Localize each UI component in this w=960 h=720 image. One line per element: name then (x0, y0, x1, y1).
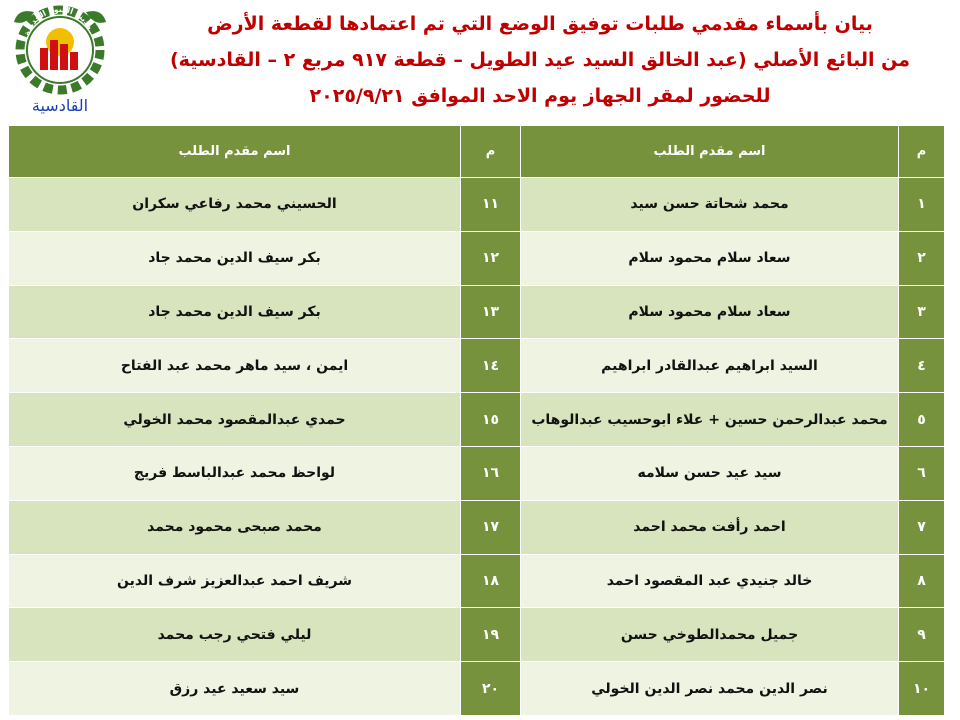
applicant-name-right: احمد رأفت محمد احمد (521, 500, 899, 554)
applicant-name-left: حمدي عبدالمقصود محمد الخولي (9, 393, 461, 447)
row-number-right: ٨ (899, 554, 945, 608)
svg-text:مدينة العبور الجديدة: مدينة العبور الجديدة (22, 4, 95, 37)
row-number-right: ٥ (899, 393, 945, 447)
row-number-left: ١٥ (461, 393, 521, 447)
document-header (120, 0, 960, 120)
row-number-left: ١٩ (461, 608, 521, 662)
applicant-name-left: شريف احمد عبدالعزيز شرف الدين (9, 554, 461, 608)
row-number-left: ١٤ (461, 339, 521, 393)
city-logo (6, 4, 114, 120)
applicant-name-left: بكر سيف الدين محمد جاد (9, 231, 461, 285)
title-line-2: من البائع الأصلي (عبد الخالق السيد عيد الطويل – قطعة ٩١٧ مربع ٢ – القادسية) (170, 49, 911, 71)
applicant-name-right: سعاد سلام محمود سلام (521, 231, 899, 285)
row-number-left: ٢٠ (461, 662, 521, 716)
city-emblem-icon (6, 4, 114, 96)
row-number-right: ١٠ (899, 662, 945, 716)
applicants-table (8, 125, 945, 716)
row-number-left: ١٢ (461, 231, 521, 285)
row-number-right: ٣ (899, 285, 945, 339)
applicant-name-left: لواحظ محمد عبدالباسط فريج (9, 446, 461, 500)
applicant-name-right: سيد عيد حسن سلامه (521, 446, 899, 500)
applicant-name-left: ليلي فتحي رجب محمد (9, 608, 461, 662)
applicant-name-left: الحسيني محمد رفاعي سكران (9, 178, 461, 232)
row-number-left: ١٨ (461, 554, 521, 608)
title-line-1: بيان بأسماء مقدمي طلبات توفيق الوضع التي تم اعتمادها لقطعة الأرض (207, 13, 873, 35)
row-number-right: ١ (899, 178, 945, 232)
table-row (9, 178, 945, 232)
applicant-name-left: محمد صبحى محمود محمد (9, 500, 461, 554)
applicant-name-right: السيد ابراهيم عبدالقادر ابراهيم (521, 339, 899, 393)
applicant-name-left: ايمن ، سيد ماهر محمد عبد الفتاح (9, 339, 461, 393)
row-number-left: ١٧ (461, 500, 521, 554)
header-name-1: اسم مقدم الطلب (521, 126, 899, 178)
row-number-left: ١١ (461, 178, 521, 232)
table-row (9, 608, 945, 662)
table-row (9, 231, 945, 285)
table-row (9, 500, 945, 554)
row-number-right: ٦ (899, 446, 945, 500)
row-number-right: ٢ (899, 231, 945, 285)
applicant-name-right: جميل محمدالطوخي حسن (521, 608, 899, 662)
table-row (9, 339, 945, 393)
row-number-left: ١٣ (461, 285, 521, 339)
row-number-right: ٩ (899, 608, 945, 662)
header-name-2: اسم مقدم الطلب (9, 126, 461, 178)
applicant-name-left: سيد سعيد عيد رزق (9, 662, 461, 716)
table-row (9, 285, 945, 339)
applicant-name-right: سعاد سلام محمود سلام (521, 285, 899, 339)
row-number-right: ٧ (899, 500, 945, 554)
applicant-name-right: محمد شحاتة حسن سيد (521, 178, 899, 232)
applicant-name-right: محمد عبدالرحمن حسين + علاء ابوحسيب عبدالوهاب (521, 393, 899, 447)
title-line-3: للحضور لمقر الجهاز يوم الاحد الموافق ٢٠٢٥/٩/٢١ (309, 85, 771, 107)
applicant-name-right: نصر الدين محمد نصر الدين الخولي (521, 662, 899, 716)
table-header-row (9, 126, 945, 178)
row-number-right: ٤ (899, 339, 945, 393)
table-row (9, 554, 945, 608)
table-row (9, 393, 945, 447)
applicant-name-right: خالد جنيدي عبد المقصود احمد (521, 554, 899, 608)
applicant-name-left: بكر سيف الدين محمد جاد (9, 285, 461, 339)
row-number-left: ١٦ (461, 446, 521, 500)
city-name: القادسية (31, 96, 89, 115)
table-row (9, 446, 945, 500)
header-num-1: م (899, 126, 945, 178)
header-num-2: م (461, 126, 521, 178)
table-row (9, 662, 945, 716)
